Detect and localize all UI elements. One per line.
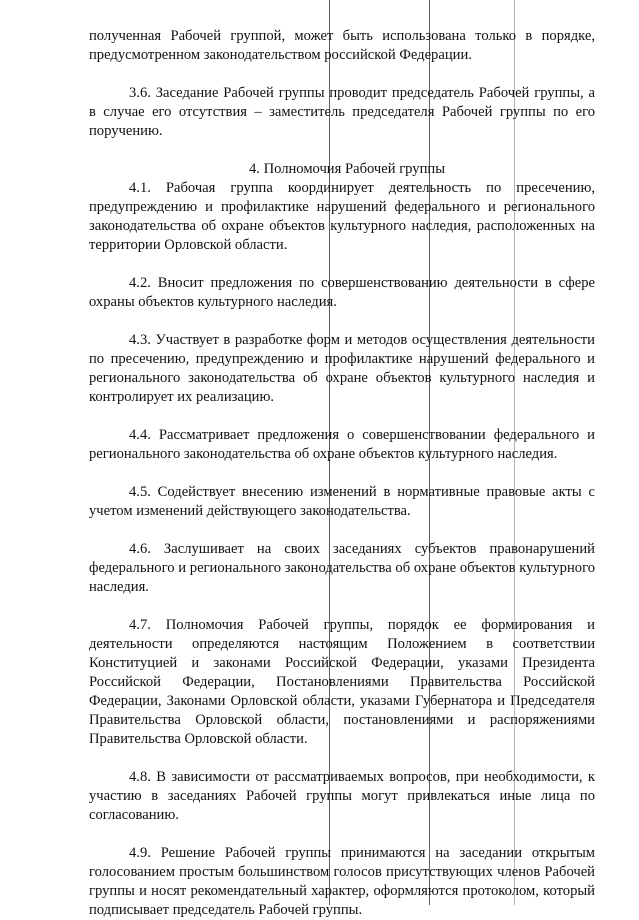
- paragraph-4-1: 4.1. Рабочая группа координирует деятельность по пресечению, предупреждению и профилактике нарушений федерального и регионального законодательства об охране объектов культурного наследия, расположенных на территории Орловской области.: [89, 180, 595, 253]
- paragraph-4-4: 4.4. Рассматривает предложения о совершенствовании федерального и регионального законодательства об охране объектов культурного наследия.: [89, 427, 595, 462]
- paragraph-4-2: 4.2. Вносит предложения по совершенствованию деятельности в сфере охраны объектов культурного наследия.: [89, 275, 595, 310]
- paragraph-3-6: 3.6. Заседание Рабочей группы проводит председатель Рабочей группы, а в случае его отсутствия – заместитель председателя Рабочей группы по его поручению.: [89, 85, 595, 139]
- paragraph-4-5: 4.5. Содействует внесению изменений в нормативные правовые акты с учетом изменений действующего законодательства.: [89, 484, 595, 519]
- section-4-heading: 4. Полномочия Рабочей группы: [248, 161, 446, 177]
- paragraph-4-6: 4.6. Заслушивает на своих заседаниях субъектов правонарушений федерального и регионального законодательства об охране объектов культурного наследия.: [89, 541, 595, 595]
- intro-paragraph: полученная Рабочей группой, может быть использована только в порядке, предусмотренном законодательством российской Федерации.: [89, 28, 595, 63]
- paragraph-4-9: 4.9. Решение Рабочей группы принимаются на заседании открытым голосованием простым большинством голосов присутствующих членов Рабочей группы и носят рекомендательный характер, оформляются протоколом, который подписывает председатель Рабочей группы.: [89, 845, 595, 918]
- paragraph-4-8: 4.8. В зависимости от рассматриваемых вопросов, при необходимости, к участию в заседаниях Рабочей группы могут привлекаться иные лица по согласованию.: [89, 769, 595, 823]
- document-body: [89, 27, 595, 920]
- paragraph-4-7: 4.7. Полномочия Рабочей группы, порядок ее формирования и деятельности определяются настоящим Положением в соответствии Конституцией и законами Российской Федерации, указами Президента Российской Федерации, Постановлениями Правительства Российской Федерации, Законами Орловской области, указами Губернатора и Председателя Правительства Орловской области, постановлениями и распоряжениями Правительства Орловской области.: [89, 617, 595, 747]
- paragraph-4-3: 4.3. Участвует в разработке форм и методов осуществления деятельности по пресечению, предупреждению и профилактике нарушений федерального и регионального законодательства об охране объектов культурного наследия и контролирует их реализацию.: [89, 332, 595, 405]
